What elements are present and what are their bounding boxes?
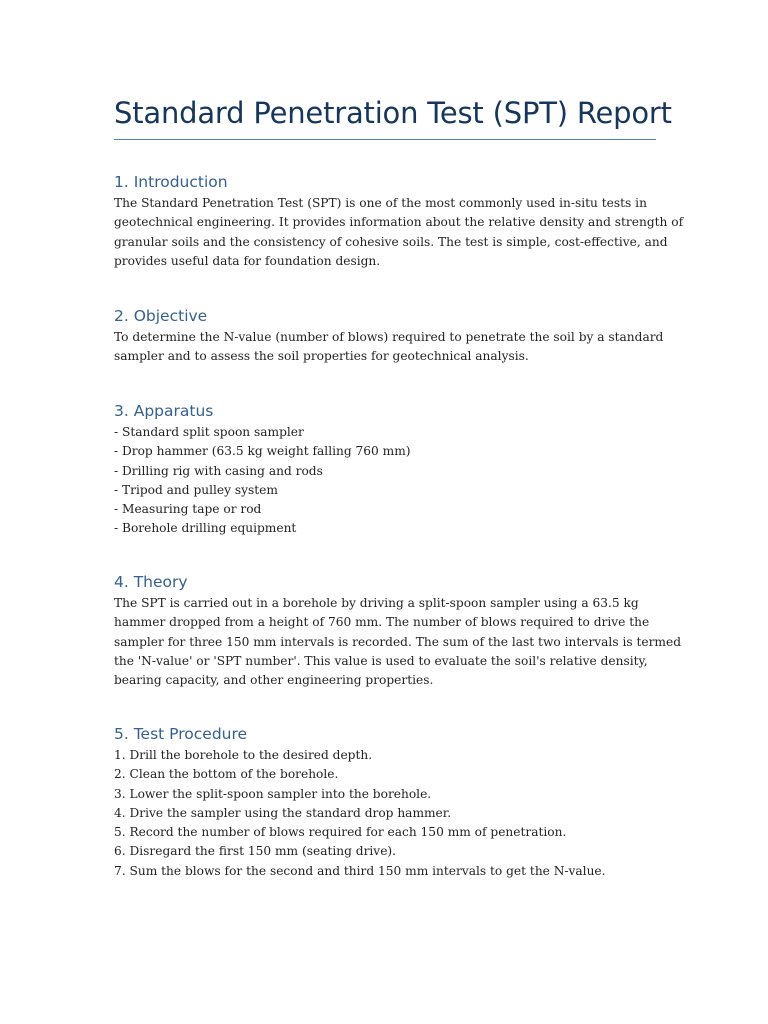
- list-item: 1. Drill the borehole to the desired depth.: [114, 748, 373, 762]
- text-line: To determine the N-value (number of blows) required to penetrate the soil by a standard: [114, 330, 664, 344]
- text-line: granular soils and the consistency of cohesive soils. The test is simple, cost-effective, and: [114, 234, 668, 249]
- section-test-procedure: [114, 724, 656, 881]
- list-item: - Measuring tape or rod: [114, 502, 262, 517]
- section-heading: 4. Theory: [114, 573, 188, 591]
- section-introduction: [114, 172, 684, 271]
- list-item: - Drilling rig with casing and rods: [114, 463, 323, 478]
- text-line: The Standard Penetration Test (SPT) is one of the most commonly used in-situ tests in: [114, 196, 647, 210]
- title-divider: [114, 139, 656, 140]
- text-line: provides useful data for foundation design.: [114, 253, 381, 268]
- list-item: - Standard split spoon sampler: [114, 425, 304, 439]
- list-item: - Drop hammer (63.5 kg weight falling 760 mm): [114, 444, 411, 459]
- section-theory: [114, 572, 681, 690]
- list-item: 4. Drive the sampler using the standard drop hammer.: [114, 805, 452, 820]
- list-item: 5. Record the number of blows required for each 150 mm of penetration.: [114, 825, 567, 840]
- text-line: hammer dropped from a height of 760 mm. The number of blows required to drive the: [114, 615, 650, 630]
- text-line: geotechnical engineering. It provides information about the relative density and strength of: [114, 215, 684, 230]
- section-body: [114, 194, 684, 271]
- section-heading: 5. Test Procedure: [114, 725, 248, 743]
- section-apparatus: [114, 401, 656, 539]
- list-item: 2. Clean the bottom of the borehole.: [114, 767, 339, 782]
- list-item: - Borehole drilling equipment: [114, 521, 297, 536]
- text-line: The SPT is carried out in a borehole by driving a split-spoon sampler using a 63.5 kg: [114, 596, 639, 610]
- list-item: 3. Lower the split-spoon sampler into the borehole.: [114, 786, 432, 801]
- section-objective: [114, 306, 664, 367]
- section-heading: 1. Introduction: [114, 173, 228, 191]
- section-heading: 2. Objective: [114, 307, 208, 325]
- text-line: sampler for three 150 mm intervals is recorded. The sum of the last two intervals is termed: [114, 634, 681, 649]
- section-heading: 3. Apparatus: [114, 402, 214, 420]
- text-line: bearing capacity, and other engineering properties.: [114, 673, 434, 688]
- document-title: Standard Penetration Test (SPT) Report: [114, 96, 672, 130]
- list-item: - Tripod and pulley system: [114, 482, 278, 497]
- section-body: [114, 594, 681, 690]
- section-body: [114, 328, 664, 367]
- text-line: the 'N-value' or 'SPT number'. This value is used to evaluate the soil's relative density,: [114, 653, 648, 668]
- list-item: 6. Disregard the first 150 mm (seating drive).: [114, 844, 397, 859]
- text-line: sampler and to assess the soil properties for geotechnical analysis.: [114, 349, 529, 364]
- section-body: [114, 423, 656, 539]
- list-item: 7. Sum the blows for the second and third 150 mm intervals to get the N-value.: [114, 863, 606, 878]
- section-body: [114, 746, 656, 881]
